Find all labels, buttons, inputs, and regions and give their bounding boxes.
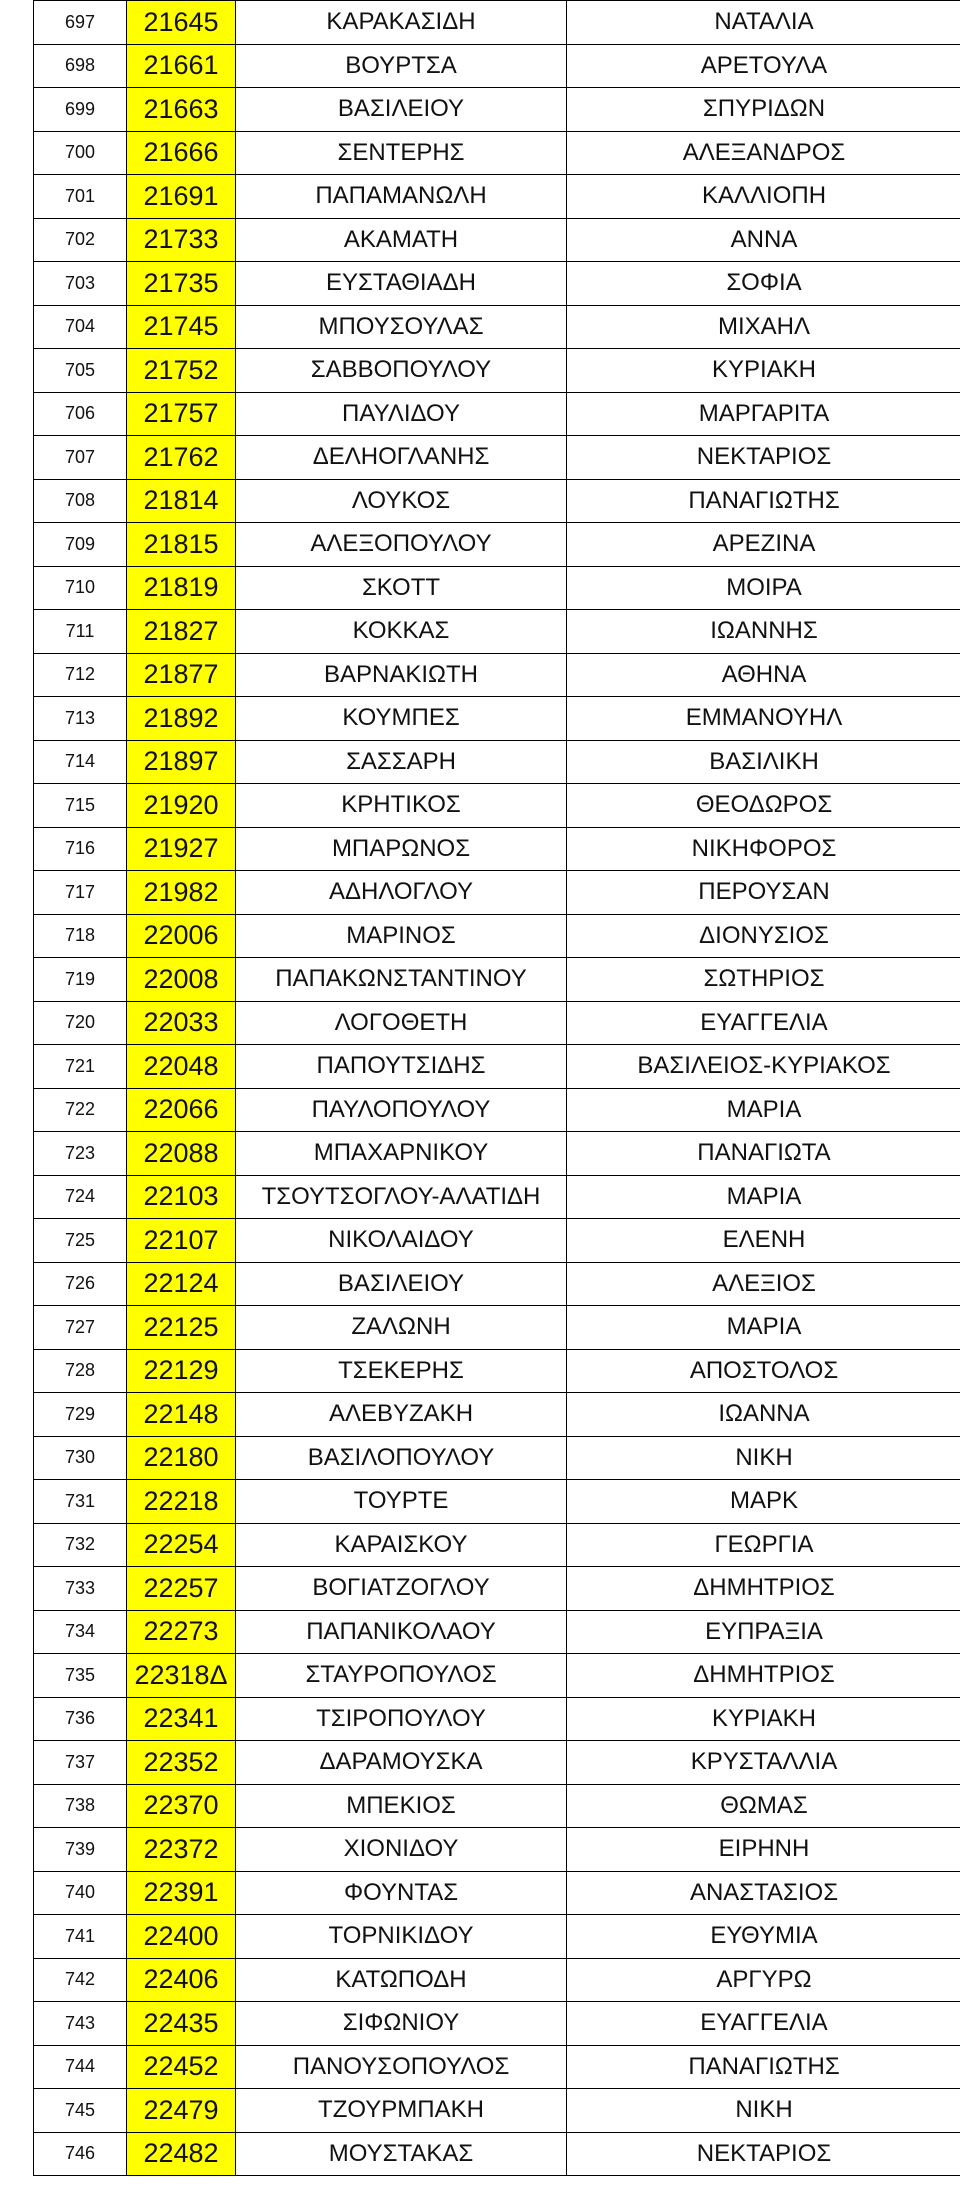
last-name-cell: ΣΙΦΩΝΙΟΥ bbox=[236, 2002, 567, 2046]
first-name-cell: ΑΘΗΝΑ bbox=[567, 653, 960, 697]
code-cell: 22006 bbox=[127, 914, 236, 958]
first-name-cell: ΑΛΕΞΙΟΣ bbox=[567, 1262, 960, 1306]
first-name-cell: ΙΩΑΝΝΗΣ bbox=[567, 610, 960, 654]
table-row bbox=[34, 175, 960, 219]
code-cell: 21666 bbox=[127, 131, 236, 175]
last-name-cell: ΒΟΓΙΑΤΖΟΓΛΟΥ bbox=[236, 1567, 567, 1611]
table-row bbox=[34, 1001, 960, 1045]
table-row bbox=[34, 1393, 960, 1437]
row-index-cell: 740 bbox=[34, 1871, 127, 1915]
first-name-cell: ΚΡΥΣΤΑΛΛΙΑ bbox=[567, 1741, 960, 1785]
row-index-cell: 746 bbox=[34, 2132, 127, 2176]
last-name-cell: ΕΥΣΤΑΘΙΑΔΗ bbox=[236, 262, 567, 306]
last-name-cell: ΜΠΑΡΩΝΟΣ bbox=[236, 827, 567, 871]
table-row bbox=[34, 740, 960, 784]
first-name-cell: ΝΙΚΗ bbox=[567, 1436, 960, 1480]
row-index-cell: 708 bbox=[34, 479, 127, 523]
code-cell: 21661 bbox=[127, 44, 236, 88]
row-index-cell: 703 bbox=[34, 262, 127, 306]
code-cell: 21752 bbox=[127, 349, 236, 393]
code-cell: 22372 bbox=[127, 1828, 236, 1872]
row-index-cell: 723 bbox=[34, 1132, 127, 1176]
first-name-cell: ΕΜΜΑΝΟΥΗΛ bbox=[567, 697, 960, 741]
row-index-cell: 727 bbox=[34, 1306, 127, 1350]
code-cell: 22033 bbox=[127, 1001, 236, 1045]
row-index-cell: 732 bbox=[34, 1523, 127, 1567]
code-cell: 22103 bbox=[127, 1175, 236, 1219]
first-name-cell: ΑΡΓΥΡΩ bbox=[567, 1958, 960, 2002]
first-name-cell: ΝΙΚΗΦΟΡΟΣ bbox=[567, 827, 960, 871]
row-index-cell: 720 bbox=[34, 1001, 127, 1045]
table-row bbox=[34, 784, 960, 828]
table-row bbox=[34, 1915, 960, 1959]
table-row bbox=[34, 1436, 960, 1480]
code-cell: 21745 bbox=[127, 305, 236, 349]
row-index-cell: 736 bbox=[34, 1697, 127, 1741]
table-row bbox=[34, 1349, 960, 1393]
results-table bbox=[33, 0, 960, 2176]
first-name-cell: ΔΗΜΗΤΡΙΟΣ bbox=[567, 1654, 960, 1698]
last-name-cell: ΜΠΑΧΑΡΝΙΚΟΥ bbox=[236, 1132, 567, 1176]
code-cell: 21762 bbox=[127, 436, 236, 480]
last-name-cell: ΤΟΥΡΤΕ bbox=[236, 1480, 567, 1524]
last-name-cell: ΜΠΕΚΙΟΣ bbox=[236, 1784, 567, 1828]
row-index-cell: 737 bbox=[34, 1741, 127, 1785]
last-name-cell: ΠΑΠΑΚΩΝΣΤΑΝΤΙΝΟΥ bbox=[236, 958, 567, 1002]
first-name-cell: ΕΥΠΡΑΞΙΑ bbox=[567, 1610, 960, 1654]
code-cell: 21877 bbox=[127, 653, 236, 697]
table-row bbox=[34, 88, 960, 132]
table-row bbox=[34, 610, 960, 654]
code-cell: 21663 bbox=[127, 88, 236, 132]
code-cell: 21691 bbox=[127, 175, 236, 219]
first-name-cell: ΣΩΤΗΡΙΟΣ bbox=[567, 958, 960, 1002]
first-name-cell: ΑΡΕΤΟΥΛΑ bbox=[567, 44, 960, 88]
code-cell: 22107 bbox=[127, 1219, 236, 1263]
first-name-cell: ΜΑΡΙΑ bbox=[567, 1088, 960, 1132]
table-row bbox=[34, 1697, 960, 1741]
row-index-cell: 697 bbox=[34, 1, 127, 45]
row-index-cell: 700 bbox=[34, 131, 127, 175]
last-name-cell: ΠΑΠΟΥΤΣΙΔΗΣ bbox=[236, 1045, 567, 1089]
row-index-cell: 714 bbox=[34, 740, 127, 784]
row-index-cell: 718 bbox=[34, 914, 127, 958]
table-row bbox=[34, 1654, 960, 1698]
last-name-cell: ΛΟΥΚΟΣ bbox=[236, 479, 567, 523]
table-row bbox=[34, 218, 960, 262]
row-index-cell: 715 bbox=[34, 784, 127, 828]
code-cell: 21735 bbox=[127, 262, 236, 306]
first-name-cell: ΜΑΡΓΑΡΙΤΑ bbox=[567, 392, 960, 436]
last-name-cell: ΒΑΣΙΛΕΙΟΥ bbox=[236, 1262, 567, 1306]
first-name-cell: ΠΑΝΑΓΙΩΤΗΣ bbox=[567, 479, 960, 523]
table-row bbox=[34, 958, 960, 1002]
row-index-cell: 739 bbox=[34, 1828, 127, 1872]
table-row bbox=[34, 44, 960, 88]
last-name-cell: ΤΟΡΝΙΚΙΔΟΥ bbox=[236, 1915, 567, 1959]
last-name-cell: ΔΕΛΗΟΓΛΑΝΗΣ bbox=[236, 436, 567, 480]
table-row bbox=[34, 1132, 960, 1176]
code-cell: 22180 bbox=[127, 1436, 236, 1480]
row-index-cell: 704 bbox=[34, 305, 127, 349]
code-cell: 22008 bbox=[127, 958, 236, 1002]
code-cell: 21645 bbox=[127, 1, 236, 45]
table-body bbox=[34, 1, 960, 2176]
table-row bbox=[34, 305, 960, 349]
last-name-cell: ΔΑΡΑΜΟΥΣΚΑ bbox=[236, 1741, 567, 1785]
table-row bbox=[34, 262, 960, 306]
last-name-cell: ΚΟΚΚΑΣ bbox=[236, 610, 567, 654]
row-index-cell: 731 bbox=[34, 1480, 127, 1524]
first-name-cell: ΠΑΝΑΓΙΩΤΑ bbox=[567, 1132, 960, 1176]
row-index-cell: 738 bbox=[34, 1784, 127, 1828]
first-name-cell: ΙΩΑΝΝΑ bbox=[567, 1393, 960, 1437]
last-name-cell: ΒΑΣΙΛΟΠΟΥΛΟΥ bbox=[236, 1436, 567, 1480]
first-name-cell: ΓΕΩΡΓΙΑ bbox=[567, 1523, 960, 1567]
first-name-cell: ΕΥΑΓΓΕΛΙΑ bbox=[567, 2002, 960, 2046]
row-index-cell: 741 bbox=[34, 1915, 127, 1959]
row-index-cell: 722 bbox=[34, 1088, 127, 1132]
table-row bbox=[34, 392, 960, 436]
first-name-cell: ΜΑΡΚ bbox=[567, 1480, 960, 1524]
code-cell: 21827 bbox=[127, 610, 236, 654]
table-row bbox=[34, 479, 960, 523]
last-name-cell: ΖΑΛΩΝΗ bbox=[236, 1306, 567, 1350]
code-cell: 21897 bbox=[127, 740, 236, 784]
first-name-cell: ΑΝΑΣΤΑΣΙΟΣ bbox=[567, 1871, 960, 1915]
table-row bbox=[34, 1262, 960, 1306]
first-name-cell: ΕΥΑΓΓΕΛΙΑ bbox=[567, 1001, 960, 1045]
code-cell: 21819 bbox=[127, 566, 236, 610]
last-name-cell: ΚΑΤΩΠΟΔΗ bbox=[236, 1958, 567, 2002]
code-cell: 21982 bbox=[127, 871, 236, 915]
first-name-cell: ΣΠΥΡΙΔΩΝ bbox=[567, 88, 960, 132]
row-index-cell: 710 bbox=[34, 566, 127, 610]
row-index-cell: 729 bbox=[34, 1393, 127, 1437]
last-name-cell: ΠΑΝΟΥΣΟΠΟΥΛΟΣ bbox=[236, 2045, 567, 2089]
row-index-cell: 707 bbox=[34, 436, 127, 480]
row-index-cell: 711 bbox=[34, 610, 127, 654]
last-name-cell: ΒΑΣΙΛΕΙΟΥ bbox=[236, 88, 567, 132]
first-name-cell: ΠΑΝΑΓΙΩΤΗΣ bbox=[567, 2045, 960, 2089]
last-name-cell: ΤΖΟΥΡΜΠΑΚΗ bbox=[236, 2089, 567, 2133]
first-name-cell: ΚΥΡΙΑΚΗ bbox=[567, 349, 960, 393]
table-row bbox=[34, 1958, 960, 2002]
first-name-cell: ΜΙΧΑΗΛ bbox=[567, 305, 960, 349]
code-cell: 22257 bbox=[127, 1567, 236, 1611]
table-row bbox=[34, 1045, 960, 1089]
table-row bbox=[34, 1306, 960, 1350]
table-row bbox=[34, 914, 960, 958]
code-cell: 21892 bbox=[127, 697, 236, 741]
row-index-cell: 705 bbox=[34, 349, 127, 393]
first-name-cell: ΜΑΡΙΑ bbox=[567, 1306, 960, 1350]
first-name-cell: ΣΟΦΙΑ bbox=[567, 262, 960, 306]
first-name-cell: ΝΑΤΑΛΙΑ bbox=[567, 1, 960, 45]
code-cell: 22124 bbox=[127, 1262, 236, 1306]
last-name-cell: ΒΑΡΝΑΚΙΩΤΗ bbox=[236, 653, 567, 697]
table-row bbox=[34, 566, 960, 610]
code-cell: 22406 bbox=[127, 1958, 236, 2002]
row-index-cell: 721 bbox=[34, 1045, 127, 1089]
row-index-cell: 725 bbox=[34, 1219, 127, 1263]
code-cell: 22452 bbox=[127, 2045, 236, 2089]
code-cell: 22400 bbox=[127, 1915, 236, 1959]
code-cell: 22129 bbox=[127, 1349, 236, 1393]
code-cell: 21920 bbox=[127, 784, 236, 828]
results-sheet bbox=[33, 0, 957, 2176]
row-index-cell: 717 bbox=[34, 871, 127, 915]
first-name-cell: ΔΙΟΝΥΣΙΟΣ bbox=[567, 914, 960, 958]
code-cell: 21814 bbox=[127, 479, 236, 523]
table-row bbox=[34, 1741, 960, 1785]
first-name-cell: ΕΥΘΥΜΙΑ bbox=[567, 1915, 960, 1959]
table-row bbox=[34, 1523, 960, 1567]
table-row bbox=[34, 1219, 960, 1263]
last-name-cell: ΤΣΟΥΤΣΟΓΛΟΥ-ΑΛΑΤΙΔΗ bbox=[236, 1175, 567, 1219]
row-index-cell: 730 bbox=[34, 1436, 127, 1480]
row-index-cell: 744 bbox=[34, 2045, 127, 2089]
table-row bbox=[34, 1, 960, 45]
first-name-cell: ΘΩΜΑΣ bbox=[567, 1784, 960, 1828]
last-name-cell: ΜΟΥΣΤΑΚΑΣ bbox=[236, 2132, 567, 2176]
row-index-cell: 702 bbox=[34, 218, 127, 262]
first-name-cell: ΒΑΣΙΛΙΚΗ bbox=[567, 740, 960, 784]
table-row bbox=[34, 436, 960, 480]
row-index-cell: 734 bbox=[34, 1610, 127, 1654]
table-row bbox=[34, 697, 960, 741]
row-index-cell: 701 bbox=[34, 175, 127, 219]
table-row bbox=[34, 2132, 960, 2176]
code-cell: 22341 bbox=[127, 1697, 236, 1741]
last-name-cell: ΤΣΙΡΟΠΟΥΛΟΥ bbox=[236, 1697, 567, 1741]
row-index-cell: 728 bbox=[34, 1349, 127, 1393]
first-name-cell: ΑΝΝΑ bbox=[567, 218, 960, 262]
row-index-cell: 719 bbox=[34, 958, 127, 1002]
first-name-cell: ΑΡΕΖΙΝΑ bbox=[567, 523, 960, 567]
code-cell: 22318Δ bbox=[127, 1654, 236, 1698]
table-row bbox=[34, 2089, 960, 2133]
code-cell: 21927 bbox=[127, 827, 236, 871]
row-index-cell: 699 bbox=[34, 88, 127, 132]
first-name-cell: ΜΑΡΙΑ bbox=[567, 1175, 960, 1219]
last-name-cell: ΣΤΑΥΡΟΠΟΥΛΟΣ bbox=[236, 1654, 567, 1698]
last-name-cell: ΑΛΕΒΥΖΑΚΗ bbox=[236, 1393, 567, 1437]
first-name-cell: ΜΟΙΡΑ bbox=[567, 566, 960, 610]
code-cell: 22148 bbox=[127, 1393, 236, 1437]
table-row bbox=[34, 1871, 960, 1915]
last-name-cell: ΣΚΟΤΤ bbox=[236, 566, 567, 610]
last-name-cell: ΚΡΗΤΙΚΟΣ bbox=[236, 784, 567, 828]
last-name-cell: ΣΑΣΣΑΡΗ bbox=[236, 740, 567, 784]
last-name-cell: ΧΙΟΝΙΔΟΥ bbox=[236, 1828, 567, 1872]
table-row bbox=[34, 827, 960, 871]
code-cell: 22254 bbox=[127, 1523, 236, 1567]
row-index-cell: 733 bbox=[34, 1567, 127, 1611]
table-row bbox=[34, 1567, 960, 1611]
row-index-cell: 698 bbox=[34, 44, 127, 88]
code-cell: 22273 bbox=[127, 1610, 236, 1654]
first-name-cell: ΘΕΟΔΩΡΟΣ bbox=[567, 784, 960, 828]
last-name-cell: ΦΟΥΝΤΑΣ bbox=[236, 1871, 567, 1915]
row-index-cell: 745 bbox=[34, 2089, 127, 2133]
table-row bbox=[34, 131, 960, 175]
first-name-cell: ΝΕΚΤΑΡΙΟΣ bbox=[567, 2132, 960, 2176]
code-cell: 22088 bbox=[127, 1132, 236, 1176]
row-index-cell: 716 bbox=[34, 827, 127, 871]
last-name-cell: ΜΠΟΥΣΟΥΛΑΣ bbox=[236, 305, 567, 349]
row-index-cell: 726 bbox=[34, 1262, 127, 1306]
first-name-cell: ΝΙΚΗ bbox=[567, 2089, 960, 2133]
table-row bbox=[34, 1610, 960, 1654]
row-index-cell: 706 bbox=[34, 392, 127, 436]
last-name-cell: ΣΕΝΤΕΡΗΣ bbox=[236, 131, 567, 175]
last-name-cell: ΑΚΑΜΑΤΗ bbox=[236, 218, 567, 262]
table-row bbox=[34, 653, 960, 697]
first-name-cell: ΚΥΡΙΑΚΗ bbox=[567, 1697, 960, 1741]
last-name-cell: ΠΑΥΛΙΔΟΥ bbox=[236, 392, 567, 436]
table-row bbox=[34, 2002, 960, 2046]
table-row bbox=[34, 1088, 960, 1132]
table-row bbox=[34, 523, 960, 567]
last-name-cell: ΛΟΓΟΘΕΤΗ bbox=[236, 1001, 567, 1045]
first-name-cell: ΑΠΟΣΤΟΛΟΣ bbox=[567, 1349, 960, 1393]
last-name-cell: ΣΑΒΒΟΠΟΥΛΟΥ bbox=[236, 349, 567, 393]
last-name-cell: ΑΔΗΛΟΓΛΟΥ bbox=[236, 871, 567, 915]
first-name-cell: ΔΗΜΗΤΡΙΟΣ bbox=[567, 1567, 960, 1611]
code-cell: 22066 bbox=[127, 1088, 236, 1132]
code-cell: 21815 bbox=[127, 523, 236, 567]
last-name-cell: ΑΛΕΞΟΠΟΥΛΟΥ bbox=[236, 523, 567, 567]
code-cell: 21757 bbox=[127, 392, 236, 436]
code-cell: 22391 bbox=[127, 1871, 236, 1915]
code-cell: 22352 bbox=[127, 1741, 236, 1785]
code-cell: 21733 bbox=[127, 218, 236, 262]
first-name-cell: ΠΕΡΟΥΣΑΝ bbox=[567, 871, 960, 915]
first-name-cell: ΕΛΕΝΗ bbox=[567, 1219, 960, 1263]
last-name-cell: ΤΣΕΚΕΡΗΣ bbox=[236, 1349, 567, 1393]
table-row bbox=[34, 1480, 960, 1524]
last-name-cell: ΚΑΡΑΙΣΚΟΥ bbox=[236, 1523, 567, 1567]
table-row bbox=[34, 871, 960, 915]
first-name-cell: ΝΕΚΤΑΡΙΟΣ bbox=[567, 436, 960, 480]
code-cell: 22435 bbox=[127, 2002, 236, 2046]
code-cell: 22125 bbox=[127, 1306, 236, 1350]
last-name-cell: ΝΙΚΟΛΑΙΔΟΥ bbox=[236, 1219, 567, 1263]
row-index-cell: 713 bbox=[34, 697, 127, 741]
code-cell: 22370 bbox=[127, 1784, 236, 1828]
last-name-cell: ΠΑΠΑΝΙΚΟΛΑΟΥ bbox=[236, 1610, 567, 1654]
row-index-cell: 743 bbox=[34, 2002, 127, 2046]
last-name-cell: ΚΟΥΜΠΕΣ bbox=[236, 697, 567, 741]
last-name-cell: ΚΑΡΑΚΑΣΙΔΗ bbox=[236, 1, 567, 45]
last-name-cell: ΠΑΥΛΟΠΟΥΛΟΥ bbox=[236, 1088, 567, 1132]
code-cell: 22479 bbox=[127, 2089, 236, 2133]
table-row bbox=[34, 2045, 960, 2089]
table-row bbox=[34, 349, 960, 393]
row-index-cell: 709 bbox=[34, 523, 127, 567]
row-index-cell: 742 bbox=[34, 1958, 127, 2002]
last-name-cell: ΒΟΥΡΤΣΑ bbox=[236, 44, 567, 88]
row-index-cell: 724 bbox=[34, 1175, 127, 1219]
code-cell: 22048 bbox=[127, 1045, 236, 1089]
first-name-cell: ΒΑΣΙΛΕΙΟΣ-ΚΥΡΙΑΚΟΣ bbox=[567, 1045, 960, 1089]
last-name-cell: ΠΑΠΑΜΑΝΩΛΗ bbox=[236, 175, 567, 219]
first-name-cell: ΕΙΡΗΝΗ bbox=[567, 1828, 960, 1872]
table-row bbox=[34, 1828, 960, 1872]
row-index-cell: 735 bbox=[34, 1654, 127, 1698]
last-name-cell: ΜΑΡΙΝΟΣ bbox=[236, 914, 567, 958]
code-cell: 22218 bbox=[127, 1480, 236, 1524]
first-name-cell: ΑΛΕΞΑΝΔΡΟΣ bbox=[567, 131, 960, 175]
table-row bbox=[34, 1784, 960, 1828]
table-row bbox=[34, 1175, 960, 1219]
row-index-cell: 712 bbox=[34, 653, 127, 697]
code-cell: 22482 bbox=[127, 2132, 236, 2176]
first-name-cell: ΚΑΛΛΙΟΠΗ bbox=[567, 175, 960, 219]
